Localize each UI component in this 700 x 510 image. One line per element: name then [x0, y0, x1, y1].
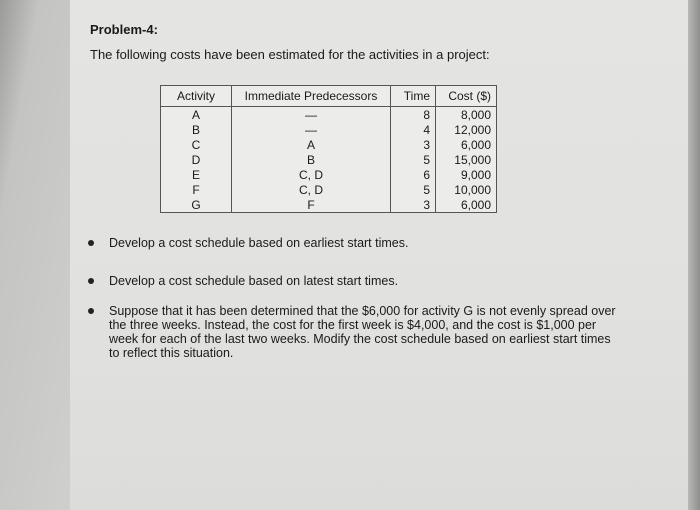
table-row — [161, 182, 497, 197]
predecessors-cell: — — [232, 107, 391, 123]
time-cell: 3 — [391, 137, 436, 152]
time-cell: 5 — [391, 182, 436, 197]
time-cell: 5 — [391, 152, 436, 167]
bullet-icon — [88, 308, 94, 314]
predecessors-cell: C, D — [232, 182, 391, 197]
table-row — [161, 197, 497, 213]
problem-title: Problem-4: — [90, 22, 158, 37]
cost-cell: 15,000 — [436, 152, 497, 167]
problem-intro: The following costs have been estimated for the activities in a project: — [90, 47, 490, 62]
cost-cell: 12,000 — [436, 122, 497, 137]
time-cell: 4 — [391, 122, 436, 137]
predecessors-cell: A — [232, 137, 391, 152]
predecessors-cell: F — [232, 197, 391, 213]
time-cell: 3 — [391, 197, 436, 213]
cost-cell: 6,000 — [436, 137, 497, 152]
activity-cell: G — [161, 197, 232, 213]
task-list — [88, 236, 618, 360]
predecessors-cell: B — [232, 152, 391, 167]
activity-cell: E — [161, 167, 232, 182]
activity-cell: B — [161, 122, 232, 137]
header-predecessors: Immediate Predecessors — [232, 86, 391, 107]
activity-cell: D — [161, 152, 232, 167]
task-text: Develop a cost schedule based on earliest start times. — [109, 236, 409, 250]
activity-cost-table — [160, 85, 497, 213]
cost-cell: 6,000 — [436, 197, 497, 213]
cost-cell: 10,000 — [436, 182, 497, 197]
task-text: Suppose that it has been determined that the $6,000 for activity G is not evenly spread over the three weeks. Instead, the cost for the first week is $4,000, and the cost is $1,000 per week for each of the last two weeks. Modify the cost schedule based on earliest start times to reflect this situation. — [109, 304, 616, 360]
page-edge-shadow — [688, 0, 700, 510]
table-row — [161, 137, 497, 152]
list-item — [88, 304, 618, 360]
time-cell: 8 — [391, 107, 436, 123]
activity-cell: A — [161, 107, 232, 123]
table-row — [161, 152, 497, 167]
task-text: Develop a cost schedule based on latest start times. — [109, 274, 399, 288]
header-cost: Cost ($) — [436, 86, 497, 107]
bullet-icon — [88, 278, 94, 284]
table-row — [161, 167, 497, 182]
header-time: Time — [391, 86, 436, 107]
cost-cell: 9,000 — [436, 167, 497, 182]
time-cell: 6 — [391, 167, 436, 182]
list-item — [88, 236, 618, 250]
table-row — [161, 107, 497, 123]
cost-cell: 8,000 — [436, 107, 497, 123]
activity-cell: C — [161, 137, 232, 152]
table-row — [161, 122, 497, 137]
header-activity: Activity — [161, 86, 232, 107]
activity-cell: F — [161, 182, 232, 197]
predecessors-cell: — — [232, 122, 391, 137]
list-item — [88, 274, 618, 288]
bullet-icon — [88, 240, 94, 246]
table-header-row — [161, 86, 497, 107]
predecessors-cell: C, D — [232, 167, 391, 182]
